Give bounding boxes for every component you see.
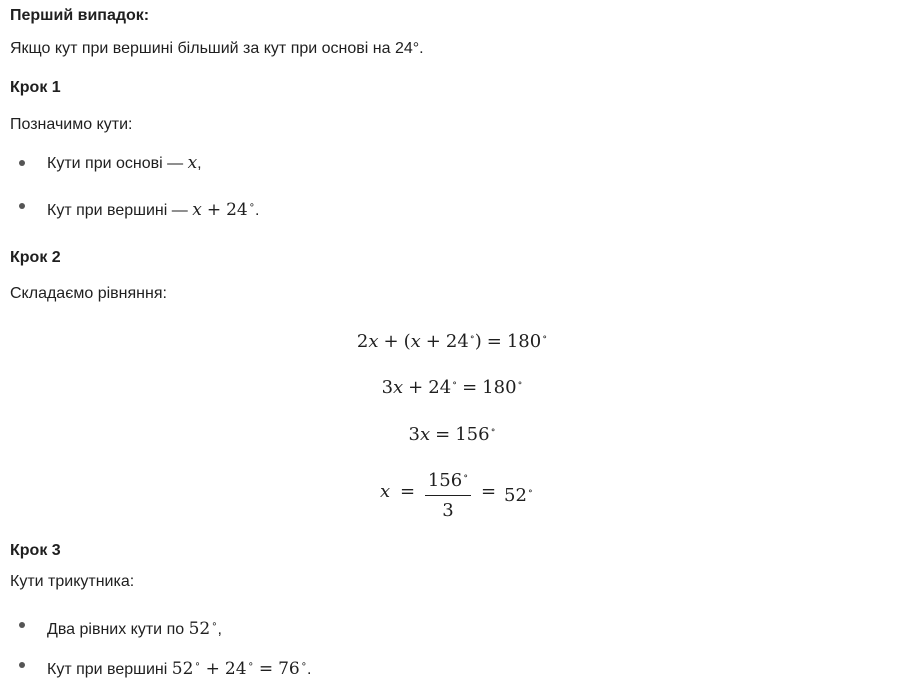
step1-intro: Позначимо кути: xyxy=(10,116,133,133)
math-num: 3 xyxy=(408,424,420,445)
math-var: x xyxy=(380,481,391,502)
item-text: Кути при основі — xyxy=(47,155,188,172)
math-paren: ) xyxy=(474,331,482,352)
step3-list-item-1 xyxy=(47,615,222,640)
math-num: 2 xyxy=(356,331,369,352)
math-op: + xyxy=(205,659,220,679)
math-num: 24 xyxy=(445,331,469,352)
math-num: 24 xyxy=(428,377,452,398)
item-punct: . xyxy=(306,661,312,678)
degree-sign: ∘ xyxy=(247,659,254,670)
bullet-icon xyxy=(19,160,25,166)
item-text: Кут при вершині xyxy=(47,661,172,678)
math-op: = xyxy=(486,331,502,352)
item-punct: , xyxy=(197,155,202,172)
degree-sign: ∘ xyxy=(248,200,255,211)
item-text: Кут при вершині — xyxy=(47,202,193,219)
math-var: x xyxy=(368,331,379,352)
math-paren: ( xyxy=(403,331,411,352)
item-punct: . xyxy=(254,202,260,219)
equation-2 xyxy=(0,372,904,400)
math-num: 3 xyxy=(381,377,394,398)
step3-heading: Крок 3 xyxy=(10,542,61,559)
math-var: x xyxy=(192,200,202,220)
math-num: 52 xyxy=(188,619,211,639)
item-punct: , xyxy=(217,621,222,638)
math-var: x xyxy=(393,377,404,398)
math-num: 156 xyxy=(427,470,463,491)
fraction-denominator: 3 xyxy=(442,500,454,521)
degree-sign: ∘ xyxy=(542,332,548,343)
fraction xyxy=(425,465,471,523)
equation-1 xyxy=(0,326,904,354)
degree-sign: ∘ xyxy=(300,659,307,670)
math-num: 180 xyxy=(482,377,517,398)
math-num: 156 xyxy=(455,424,490,445)
math-op: = xyxy=(435,424,451,445)
fraction-bar xyxy=(425,495,471,496)
math-op: = xyxy=(481,481,497,502)
math-num: 52 xyxy=(171,659,194,679)
math-num: 52 xyxy=(504,485,527,506)
fraction-numerator xyxy=(425,465,471,493)
math-op: = xyxy=(400,481,416,502)
math-num: 24 xyxy=(224,659,247,679)
degree-sign: ∘ xyxy=(452,378,458,389)
fraction-result xyxy=(504,480,533,508)
math-op: + xyxy=(408,377,424,398)
case-title: Перший випадок: xyxy=(10,7,150,24)
equation-3 xyxy=(0,419,904,447)
math-op: + xyxy=(206,200,222,220)
math-var: x xyxy=(410,331,421,352)
step2-intro: Складаємо рівняння: xyxy=(10,285,167,302)
math-var: x xyxy=(187,153,198,173)
math-num: 180 xyxy=(506,331,542,352)
step1-list-item-2 xyxy=(47,196,259,221)
step1-list-item-1 xyxy=(47,153,202,174)
math-num: 24 xyxy=(226,200,248,220)
step3-intro: Кути трикутника: xyxy=(10,573,135,590)
bullet-icon xyxy=(19,662,25,668)
degree-sign: ∘ xyxy=(463,471,469,482)
item-text: Два рівних кути по xyxy=(47,621,189,638)
bullet-icon xyxy=(19,622,25,628)
degree-sign: ∘ xyxy=(490,425,496,436)
degree-sign: ∘ xyxy=(517,378,523,389)
degree-sign: ∘ xyxy=(211,619,218,630)
math-op: + xyxy=(425,331,441,352)
degree-sign: ∘ xyxy=(469,332,475,343)
step2-heading: Крок 2 xyxy=(10,249,61,266)
case-condition: Якщо кут при вершині більший за кут при основі на 24°. xyxy=(10,40,424,57)
math-op: = xyxy=(462,377,478,398)
math-var: x xyxy=(419,424,431,445)
math-num: 76 xyxy=(278,659,300,679)
math-op: + xyxy=(383,331,399,352)
bullet-icon xyxy=(19,203,25,209)
degree-sign: ∘ xyxy=(527,486,533,497)
degree-sign: ∘ xyxy=(194,659,201,670)
step1-heading: Крок 1 xyxy=(10,79,61,96)
math-op: = xyxy=(258,659,274,679)
step3-list-item-2 xyxy=(47,655,311,680)
